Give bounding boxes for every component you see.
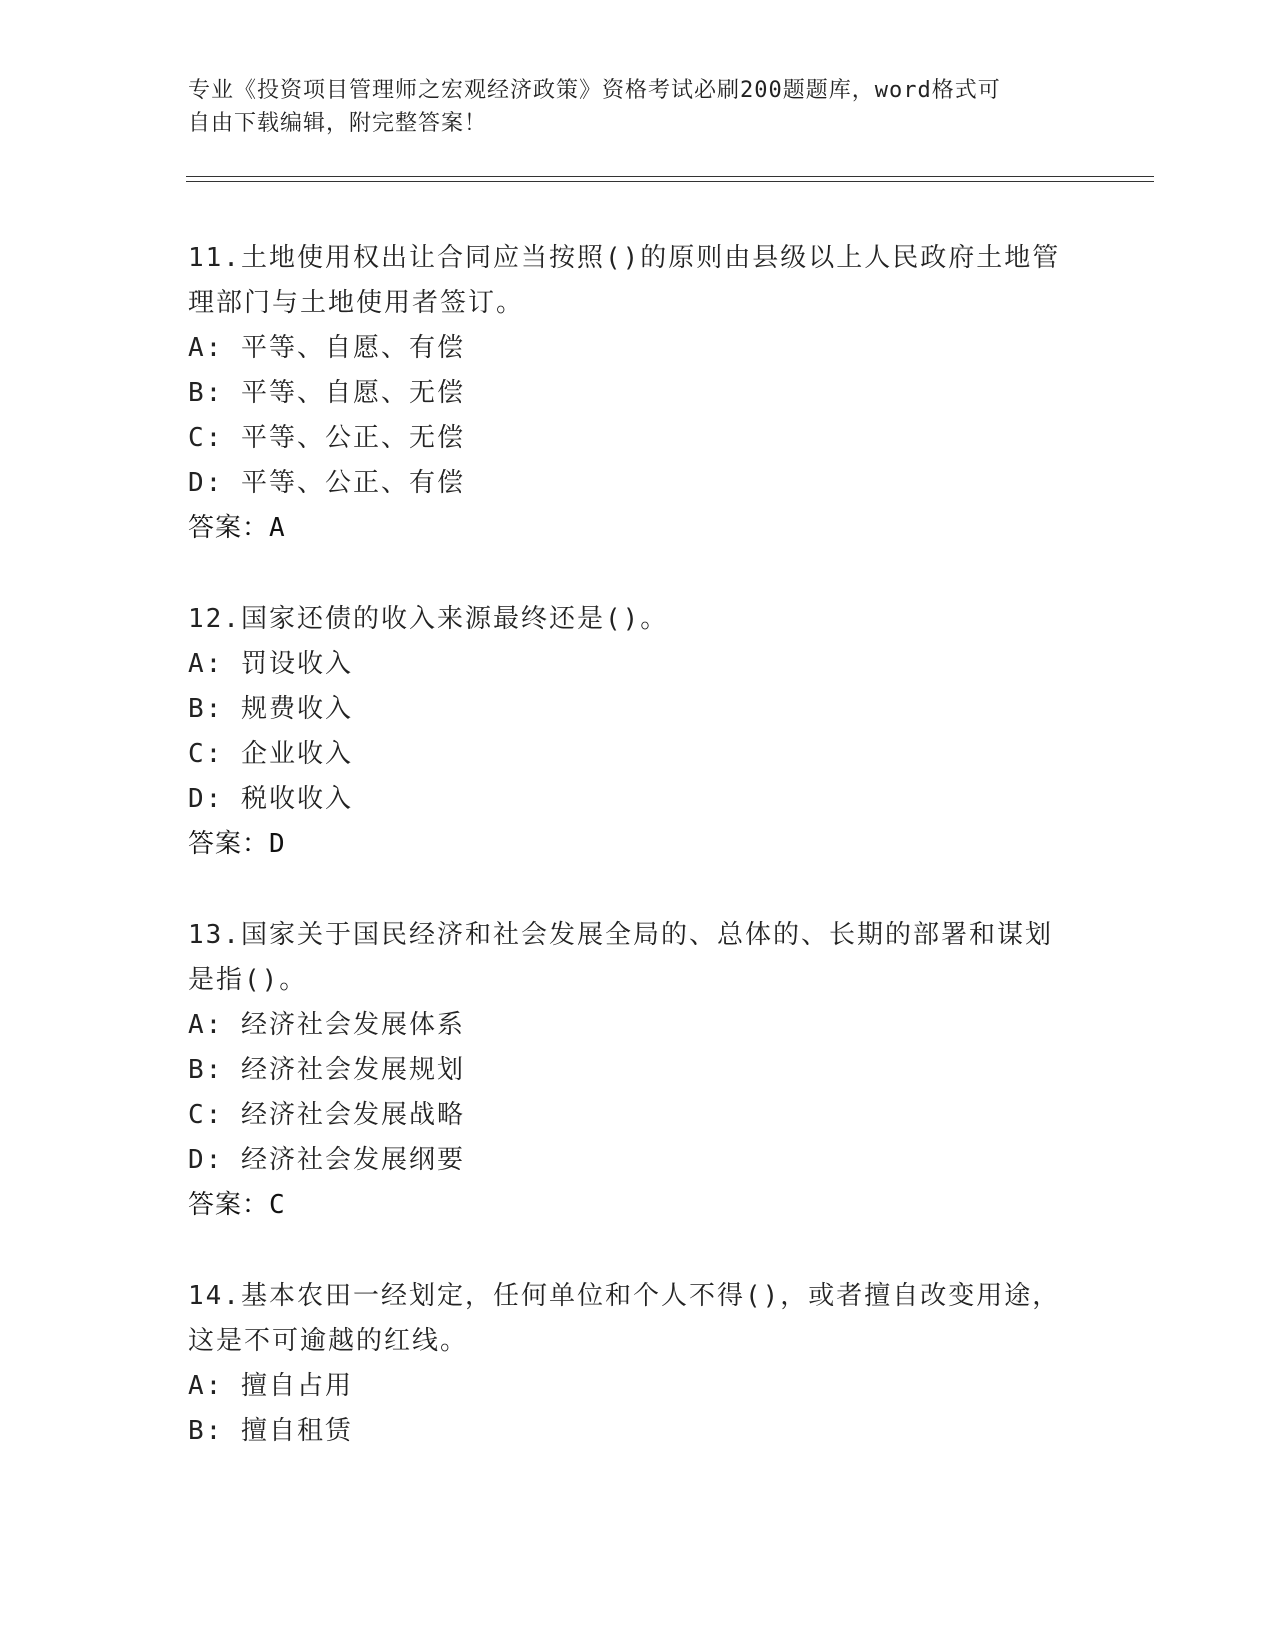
question-stem xyxy=(188,597,1088,642)
question-stem-line-1: 13.国家关于国民经济和社会发展全局的、总体的、长期的部署和谋划 xyxy=(188,920,1053,950)
document-header xyxy=(188,74,1068,140)
header-line-1: 专业《投资项目管理师之宏观经济政策》资格考试必刷200题题库，word格式可 xyxy=(188,78,1001,103)
option-d: D: 经济社会发展纲要 xyxy=(188,1145,465,1175)
answer-label: 答案： xyxy=(188,829,270,859)
option-a: A: 平等、自愿、有偿 xyxy=(188,333,465,363)
question-stem-line-2: 理部门与土地使用者签订。 xyxy=(188,288,525,318)
header-divider-bottom xyxy=(186,181,1154,182)
answer-value: D xyxy=(269,829,286,859)
question-14 xyxy=(188,1274,1088,1454)
question-stem-line-1: 12.国家还债的收入来源最终还是()。 xyxy=(188,604,669,634)
option-d: D: 税收收入 xyxy=(188,784,353,814)
option-a: A: 擅自占用 xyxy=(188,1371,353,1401)
answer xyxy=(188,822,1088,867)
question-stem-line-2: 是指()。 xyxy=(188,965,308,995)
option-b: B: 经济社会发展规划 xyxy=(188,1055,465,1085)
question-11 xyxy=(188,236,1088,551)
question-stem xyxy=(188,913,1088,1003)
option-b: B: 规费收入 xyxy=(188,694,353,724)
question-list xyxy=(188,236,1088,1500)
question-stem xyxy=(188,236,1088,326)
question-stem-line-2: 这是不可逾越的红线。 xyxy=(188,1326,469,1356)
option-a: A: 经济社会发展体系 xyxy=(188,1010,465,1040)
question-stem-line-1: 11.土地使用权出让合同应当按照()的原则由县级以上人民政府土地管 xyxy=(188,243,1061,273)
option-b: B: 平等、自愿、无偿 xyxy=(188,378,465,408)
answer xyxy=(188,506,1088,551)
option-d: D: 平等、公正、有偿 xyxy=(188,468,465,498)
option-c: C: 经济社会发展战略 xyxy=(188,1100,465,1130)
question-12 xyxy=(188,597,1088,867)
option-c: C: 企业收入 xyxy=(188,739,353,769)
answer-value: C xyxy=(269,1190,286,1220)
question-stem-line-1: 14.基本农田一经划定，任何单位和个人不得()，或者擅自改变用途， xyxy=(188,1281,1061,1311)
option-c: C: 平等、公正、无偿 xyxy=(188,423,465,453)
answer xyxy=(188,1183,1088,1228)
header-divider-top xyxy=(186,176,1154,177)
header-line-2: 自由下载编辑，附完整答案！ xyxy=(188,111,488,136)
question-stem xyxy=(188,1274,1088,1364)
question-13 xyxy=(188,913,1088,1228)
answer-label: 答案： xyxy=(188,513,270,543)
answer-label: 答案： xyxy=(188,1190,270,1220)
option-a: A: 罚设收入 xyxy=(188,649,353,679)
answer-value: A xyxy=(269,513,286,543)
option-b: B: 擅自租赁 xyxy=(188,1416,353,1446)
